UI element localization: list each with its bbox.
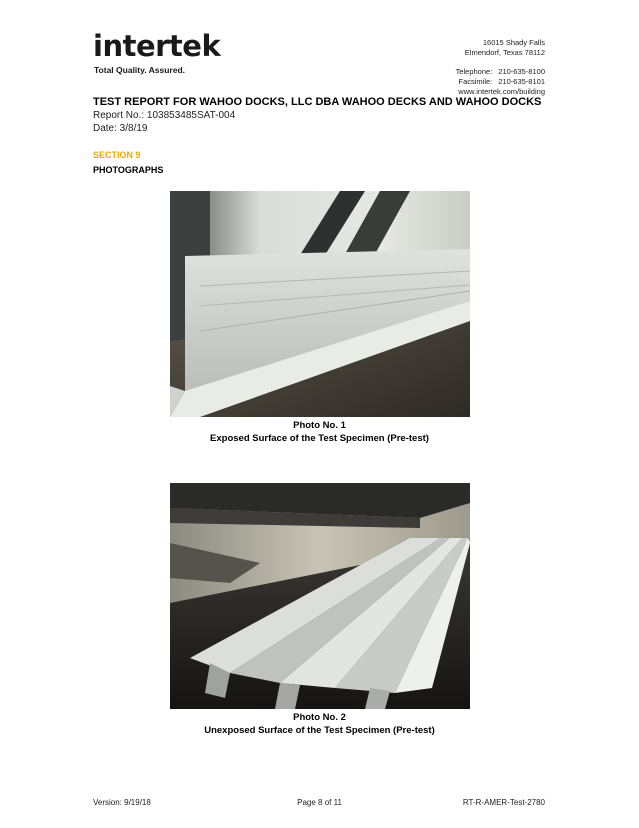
report-title: TEST REPORT FOR WAHOO DOCKS, LLC DBA WAHOO DECKS AND WAHOO DOCKS — [93, 96, 542, 108]
photo-2-caption: Unexposed Surface of the Test Specimen (Pre-test) — [204, 725, 435, 736]
address-line-2: Elmendorf, Texas 78112 — [464, 48, 545, 57]
intertek-logo — [93, 30, 223, 74]
photo-1-caption: Exposed Surface of the Test Specimen (Pre-test) — [210, 433, 429, 444]
footer-page-number: Page 8 of 11 — [297, 798, 342, 807]
facsimile-label: Facsimile: — [458, 77, 493, 86]
section-number: SECTION 9 — [93, 150, 141, 160]
footer-form-id: RT-R-AMER-Test-2780 — [462, 798, 545, 807]
logo-wordmark: intertek — [93, 29, 221, 63]
telephone-label: Telephone: — [455, 67, 493, 76]
telephone-row — [456, 67, 545, 77]
photo-1-label: Photo No. 1 — [293, 420, 346, 431]
address-line-1: 16015 Shady Falls — [482, 38, 545, 47]
facsimile-row — [456, 77, 545, 87]
website-link[interactable]: www.intertek.com/building — [458, 87, 545, 96]
footer-version: Version: 9/19/18 — [93, 798, 151, 807]
photo-2-label: Photo No. 2 — [293, 712, 346, 723]
photo-1-image — [170, 191, 470, 417]
company-contact — [456, 67, 545, 97]
company-address — [465, 38, 545, 58]
report-date: Date: 3/8/19 — [93, 123, 148, 134]
report-number: Report No.: 103853485SAT-004 — [93, 110, 236, 121]
section-name: PHOTOGRAPHS — [93, 165, 164, 175]
photo-2-image — [170, 483, 470, 709]
facsimile-number: 210-635-8101 — [498, 77, 545, 86]
logo-tagline: Total Quality. Assured. — [94, 65, 185, 75]
telephone-number: 210-635-8100 — [498, 67, 545, 76]
